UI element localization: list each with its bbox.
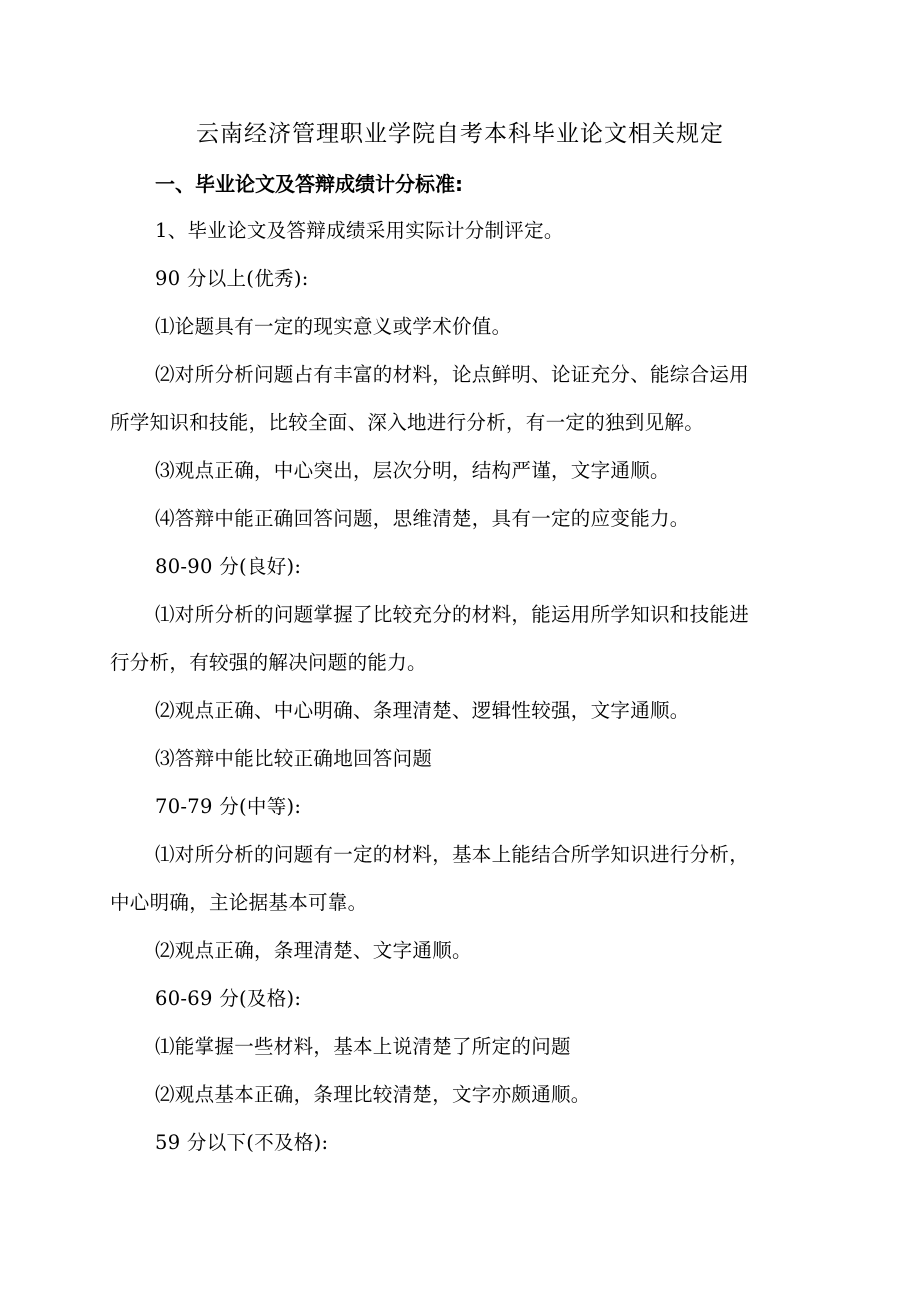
intro-paragraph: 1、毕业论文及答辩成绩采用实际计分制评定。 bbox=[155, 219, 564, 242]
good-item-1-line-2: 行分析，有较强的解决问题的能力。 bbox=[110, 651, 427, 674]
good-item-1-line-1: ⑴对所分析的问题掌握了比较充分的材料，能运用所学知识和技能进 bbox=[155, 603, 750, 626]
document-title: 云南经济管理职业学院自考本科毕业论文相关规定 bbox=[196, 121, 724, 147]
excellent-item-2-line-1: ⑵对所分析问题占有丰富的材料，论点鲜明、论证充分、能综合运用 bbox=[155, 363, 750, 386]
section-heading: 一、毕业论文及答辩成绩计分标准: bbox=[155, 172, 463, 196]
medium-item-1-line-1: ⑴对所分析的问题有一定的材料，基本上能结合所学知识进行分析， bbox=[155, 843, 750, 866]
excellent-item-2-line-2: 所学知识和技能，比较全面、深入地进行分析，有一定的独到见解。 bbox=[110, 411, 705, 434]
excellent-item-3: ⑶观点正确，中心突出，层次分明，结构严谨，文字通顺。 bbox=[155, 459, 670, 482]
pass-item-1: ⑴能掌握一些材料，基本上说清楚了所定的问题 bbox=[155, 1035, 571, 1058]
excellent-item-4: ⑷答辩中能正确回答问题，思维清楚，具有一定的应变能力。 bbox=[155, 507, 690, 530]
medium-item-2: ⑵观点正确，条理清楚、文字通顺。 bbox=[155, 939, 472, 962]
good-item-3: ⑶答辩中能比较正确地回答问题 bbox=[155, 747, 433, 770]
grade-label-pass: 60-69 分(及格): bbox=[155, 987, 302, 1010]
medium-item-1-line-2: 中心明确，主论据基本可靠。 bbox=[110, 891, 368, 914]
pass-item-2: ⑵观点基本正确，条理比较清楚，文字亦颇通顺。 bbox=[155, 1083, 591, 1106]
grade-label-excellent: 90 分以上(优秀): bbox=[155, 267, 309, 290]
excellent-item-1: ⑴论题具有一定的现实意义或学术价值。 bbox=[155, 315, 512, 338]
grade-label-fail: 59 分以下(不及格): bbox=[155, 1131, 329, 1154]
good-item-2: ⑵观点正确、中心明确、条理清楚、逻辑性较强，文字通顺。 bbox=[155, 699, 690, 722]
grade-label-medium: 70-79 分(中等): bbox=[155, 795, 302, 818]
grade-label-good: 80-90 分(良好): bbox=[155, 555, 302, 578]
